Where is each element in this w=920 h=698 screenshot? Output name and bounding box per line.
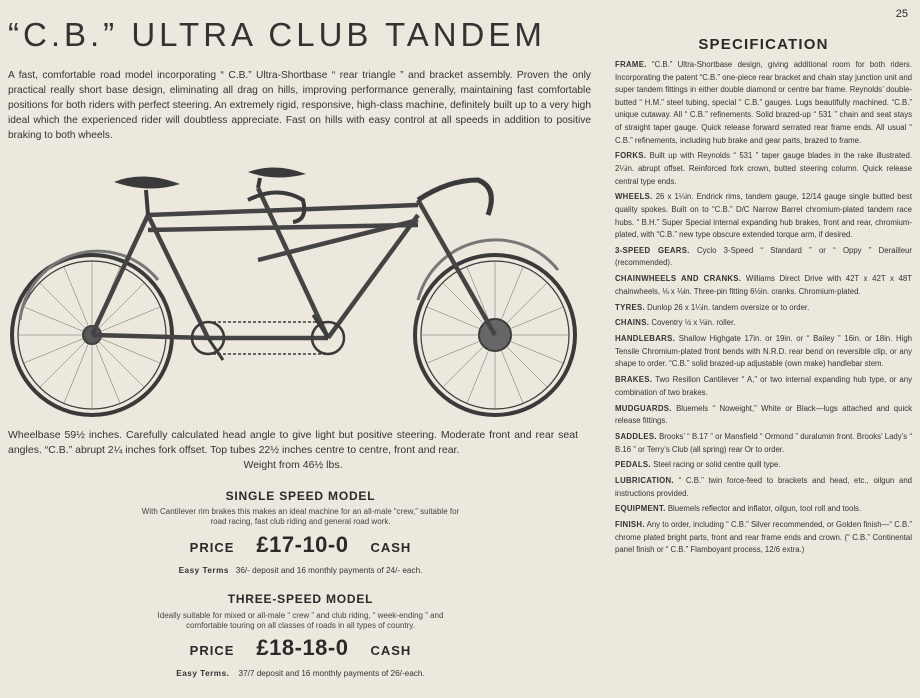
spec-term: MUDGUARDS. <box>615 403 672 413</box>
spec-text: Any to order, including “ C.B.” Silver recommended, or Golden finish—“ C.B.” chrome plated bright parts, front and rear frame ends and crown. (“ C.B.” Continental panel finish or “ C.B.” Flamboyant process, 12/6 extra.) <box>615 520 912 555</box>
three-speed-section <box>8 592 593 678</box>
specification-heading: SPECIFICATION <box>698 36 829 53</box>
spec-term: HANDLEBARS. <box>615 334 676 344</box>
spec-item <box>615 273 912 298</box>
spec-term: TYRES. <box>615 302 645 312</box>
spec-item <box>615 302 912 315</box>
spec-item <box>615 475 912 500</box>
spec-text: “ C.B.” twin force-feed to brackets and head, etc., oilgun and instructions provided. <box>615 476 912 498</box>
page-number: 25 <box>895 8 908 20</box>
spec-term: LUBRICATION. <box>615 476 674 486</box>
spec-item <box>615 317 912 330</box>
spec-item <box>615 403 912 428</box>
terms-text: 36/- deposit and 16 monthly payments of 24/- each. <box>235 566 423 575</box>
spec-term: FINISH. <box>615 520 645 530</box>
spec-text: Two Resilion Cantilever “ A,” or two internal expanding hub type, or any combination of two brakes. <box>615 375 912 397</box>
spec-item <box>615 431 912 456</box>
single-speed-section <box>8 489 593 575</box>
spec-term: WHEELS. <box>615 192 653 202</box>
spec-item <box>615 333 912 371</box>
spec-term: BRAKES. <box>615 375 653 385</box>
spec-text: Built up with Reynolds “ 531 ” taper gauge blades in the rake illustrated. 2¼in. abrupt offset. Reinforced fork crown, butted steering column. Quick release central type ends. <box>615 151 912 186</box>
spec-text: Brooks’ “ B.17 ” or Mansfield “ Ormond ” duralumin front. Brooks’ Lady’s “ B.16 ” or Terry’s Club (all spring) rear Or to order. <box>615 431 912 454</box>
spec-text: Steel racing or solid centre quill type. <box>653 460 781 470</box>
three-speed-title: THREE-SPEED MODEL <box>227 592 374 606</box>
specification-list <box>615 59 912 557</box>
spec-text: 26 x 1¼in. Endrick rims, tandem gauge, 12/14 gauge single butted best quality spokes. Built on to “C.B.” D/C Narrow Barrel chromium-plated tandem race hubs. “ B.H.” Super Special internal expanding hub brakes, front and rear, chromium-plated, with “C.B.” new type obscure extended torque arm, if desired. <box>615 192 912 240</box>
price-label: PRICE <box>189 643 235 658</box>
wheelbase-description <box>8 428 578 473</box>
cash-label: CASH <box>370 540 412 555</box>
spec-term: EQUIPMENT. <box>615 504 666 514</box>
spec-term: PEDALS. <box>615 460 651 470</box>
terms-label: Easy Terms <box>178 566 229 575</box>
single-speed-title: SINGLE SPEED MODEL <box>225 489 376 503</box>
three-speed-description: Ideally suitable for mixed or all-male “ crew ” and club riding, “ week-ending ” and comfortable touring on all classes of roads in all types of country. <box>157 611 444 630</box>
tandem-bicycle-illustration <box>8 160 588 422</box>
spec-item <box>615 374 912 399</box>
spec-term: SADDLES. <box>615 431 657 441</box>
spec-term: 3-SPEED GEARS. <box>615 245 690 255</box>
spec-term: CHAINS. <box>615 318 650 328</box>
spec-text: Shallow Highgate 17in. or 19in. or “ Bailey ” 16in. or 18in. High Tensile Chromium-plated front bends with N.R.D. rear bend on reversible clip, or any shape to order. “C.B.” solid brazed-up adjustable (own make) handlebar stem. <box>615 334 913 369</box>
spec-item <box>615 519 912 557</box>
wheelbase-text: Wheelbase 59½ inches. Carefully calculated head angle to give light but positive steering. Moderate front and rear seat angles. “C.B.” abrupt 2¼ inches fork offset. Top tubes 22½ inches centre to centre, front and rear. <box>8 429 578 456</box>
three-speed-price: £18-18-0 <box>256 635 349 660</box>
weight-text: Weight from 46½ lbs. <box>243 459 343 471</box>
spec-text: Williams Direct Drive with 42T x 42T x 48T chainwheels, ⅛ x ⅛in. Three-pin fitting 6½in. cranks. Chromium-plated. <box>615 274 912 296</box>
terms-label: Easy Terms. <box>176 669 230 678</box>
three-speed-price-line <box>8 635 593 661</box>
single-speed-terms <box>8 566 593 575</box>
spec-item <box>615 191 912 241</box>
spec-term: CHAINWHEELS AND CRANKS. <box>615 274 742 284</box>
spec-text: “C.B.” Ultra-Shortbase design, giving additional room for both riders. Incorporating the patent “C.B.” one-piece rear bracket and chain stay junction unit and super tandem fittings in either double diamond or centre bar frame. Reynolds’ double-butted “ H.M.” steel tubing, special “ C.B.” gauges. Lugs beautifully machined. “C.B.” unique cutaway. All “ C.B.” refinements. Solid brazed-up “ 531 ” chain and seat stays of straight taper gauge. Quick release forward serrated rear frame ends. All usual “ C.B.” refinements, including hub brake and gear parts, brazed to frame. <box>615 60 912 145</box>
specification-panel <box>615 36 912 560</box>
three-speed-terms <box>8 669 593 678</box>
spec-item <box>615 459 912 472</box>
cash-label: CASH <box>370 643 412 658</box>
spec-term: FRAME. <box>615 60 647 69</box>
page-title: “C.B.” ULTRA CLUB TANDEM <box>8 16 546 53</box>
spec-text: Bluemels reflector and inflator, oilgun, tool roll and tools. <box>667 504 862 514</box>
spec-item <box>615 150 912 188</box>
single-speed-price: £17-10-0 <box>256 532 349 557</box>
terms-text: 37/7 deposit and 16 monthly payments of 26/-each. <box>238 669 425 678</box>
spec-text: Bluemels “ Noweight,” White or Black—lugs attached and quick release fittings. <box>615 403 912 426</box>
spec-item <box>615 59 912 147</box>
single-speed-price-line <box>8 532 593 558</box>
single-speed-description: With Cantilever rim brakes this makes an ideal machine for an all-male “crew,” suitable for road racing, fast club riding and general road work. <box>141 507 460 526</box>
spec-text: Coventry ½ x ⅛in. roller. <box>651 318 736 328</box>
spec-text: Dunlop 26 x 1¼in. tandem oversize or to order. <box>647 302 810 312</box>
spec-item <box>615 245 912 270</box>
spec-item <box>615 503 912 516</box>
intro-paragraph: A fast, comfortable road model incorporating “ C.B.” Ultra-Shortbase “ rear triangle ” and bracket assembly. Proven the only practical really short base design, eliminating all drag on hills, improving performance generally, maintaining fast comfortable positions for both riders with perfect steering. An extremely rigid, responsive, high-class machine, definitely built up to a very high ideal which the experienced rider will doubtless appreciate. Fast on hills with easy control at all speeds in addition to positive braking to both wheels. <box>8 70 591 141</box>
spec-text: Cyclo 3-Speed “ Standard ” or “ Oppy ” Derailleur (recommended). <box>615 245 913 268</box>
price-label: PRICE <box>189 540 235 555</box>
spec-term: FORKS. <box>615 151 647 161</box>
